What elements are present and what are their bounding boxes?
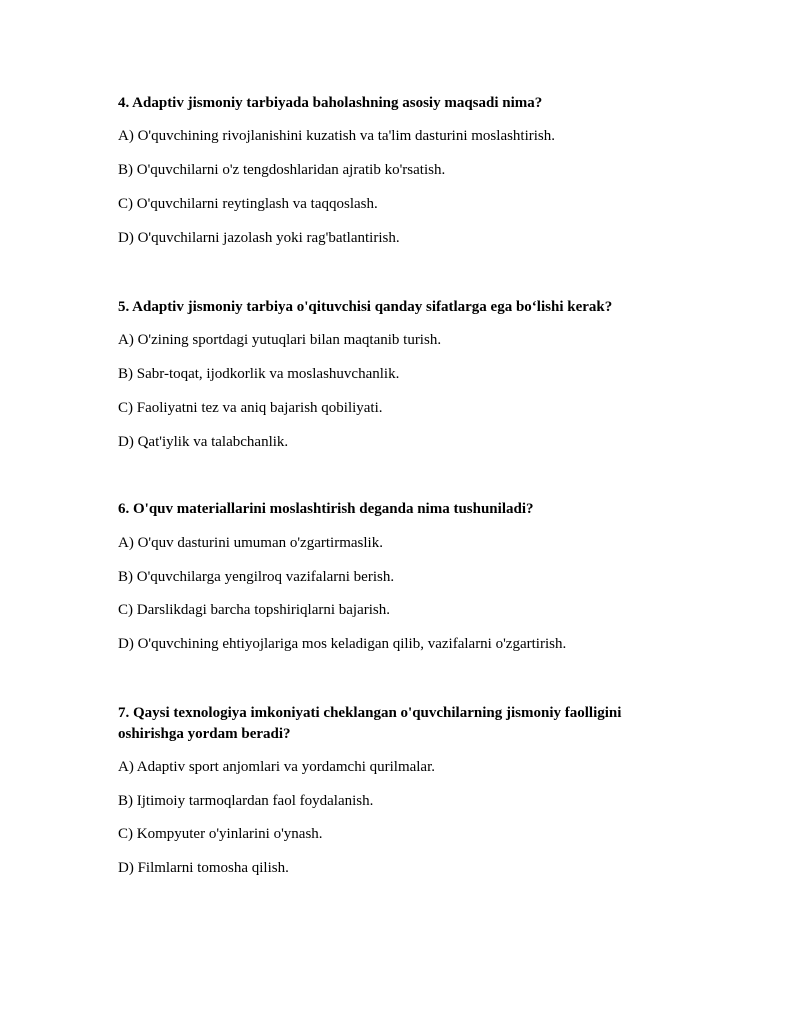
option-d: D) Filmlarni tomosha qilish. xyxy=(118,860,289,876)
option-a: A) O'quv dasturini umuman o'zgartirmaslik. xyxy=(118,535,383,551)
option-b: B) O'quvchilarni o'z tengdoshlaridan ajratib ko'rsatish. xyxy=(118,162,446,178)
option-b: B) O'quvchilarga yengilroq vazifalarni berish. xyxy=(118,569,395,585)
question-5 xyxy=(118,297,678,450)
question-title: 7. Qaysi texnologiya imkoniyati cheklangan o'quvchilarning jismoniy faolligini oshirishga yordam beradi? xyxy=(118,705,622,742)
option-a: A) O'zining sportdagi yutuqlari bilan maqtanib turish. xyxy=(118,332,442,348)
question-title: 4. Adaptiv jismoniy tarbiyada baholashning asosiy maqsadi nima? xyxy=(118,95,543,111)
option-c: C) Faoliyatni tez va aniq bajarish qobiliyati. xyxy=(118,400,383,416)
option-c: C) Darslikdagi barcha topshiriqlarni bajarish. xyxy=(118,602,391,618)
option-d: D) O'quvchilarni jazolash yoki rag'batlantirish. xyxy=(118,230,400,246)
question-title: 5. Adaptiv jismoniy tarbiya o'qituvchisi qanday sifatlarga ega boʻlishi kerak? xyxy=(118,299,613,315)
option-a: A) O'quvchining rivojlanishini kuzatish va ta'lim dasturini moslashtirish. xyxy=(118,128,556,144)
option-a: A) Adaptiv sport anjomlari va yordamchi qurilmalar. xyxy=(118,759,436,775)
option-c: C) O'quvchilarni reytinglash va taqqoslash. xyxy=(118,196,378,212)
option-b: B) Sabr-toqat, ijodkorlik va moslashuvchanlik. xyxy=(118,366,400,382)
question-7 xyxy=(118,703,678,876)
option-d: D) O'quvchining ehtiyojlariga mos keladigan qilib, vazifalarni o'zgartirish. xyxy=(118,636,567,652)
option-c: C) Kompyuter o'yinlarini o'ynash. xyxy=(118,826,323,842)
question-4 xyxy=(118,93,678,246)
question-6 xyxy=(118,499,678,652)
option-b: B) Ijtimoiy tarmoqlardan faol foydalanish. xyxy=(118,793,374,809)
option-d: D) Qat'iylik va talabchanlik. xyxy=(118,434,289,450)
question-title: 6. O'quv materiallarini moslashtirish deganda nima tushuniladi? xyxy=(118,501,534,517)
